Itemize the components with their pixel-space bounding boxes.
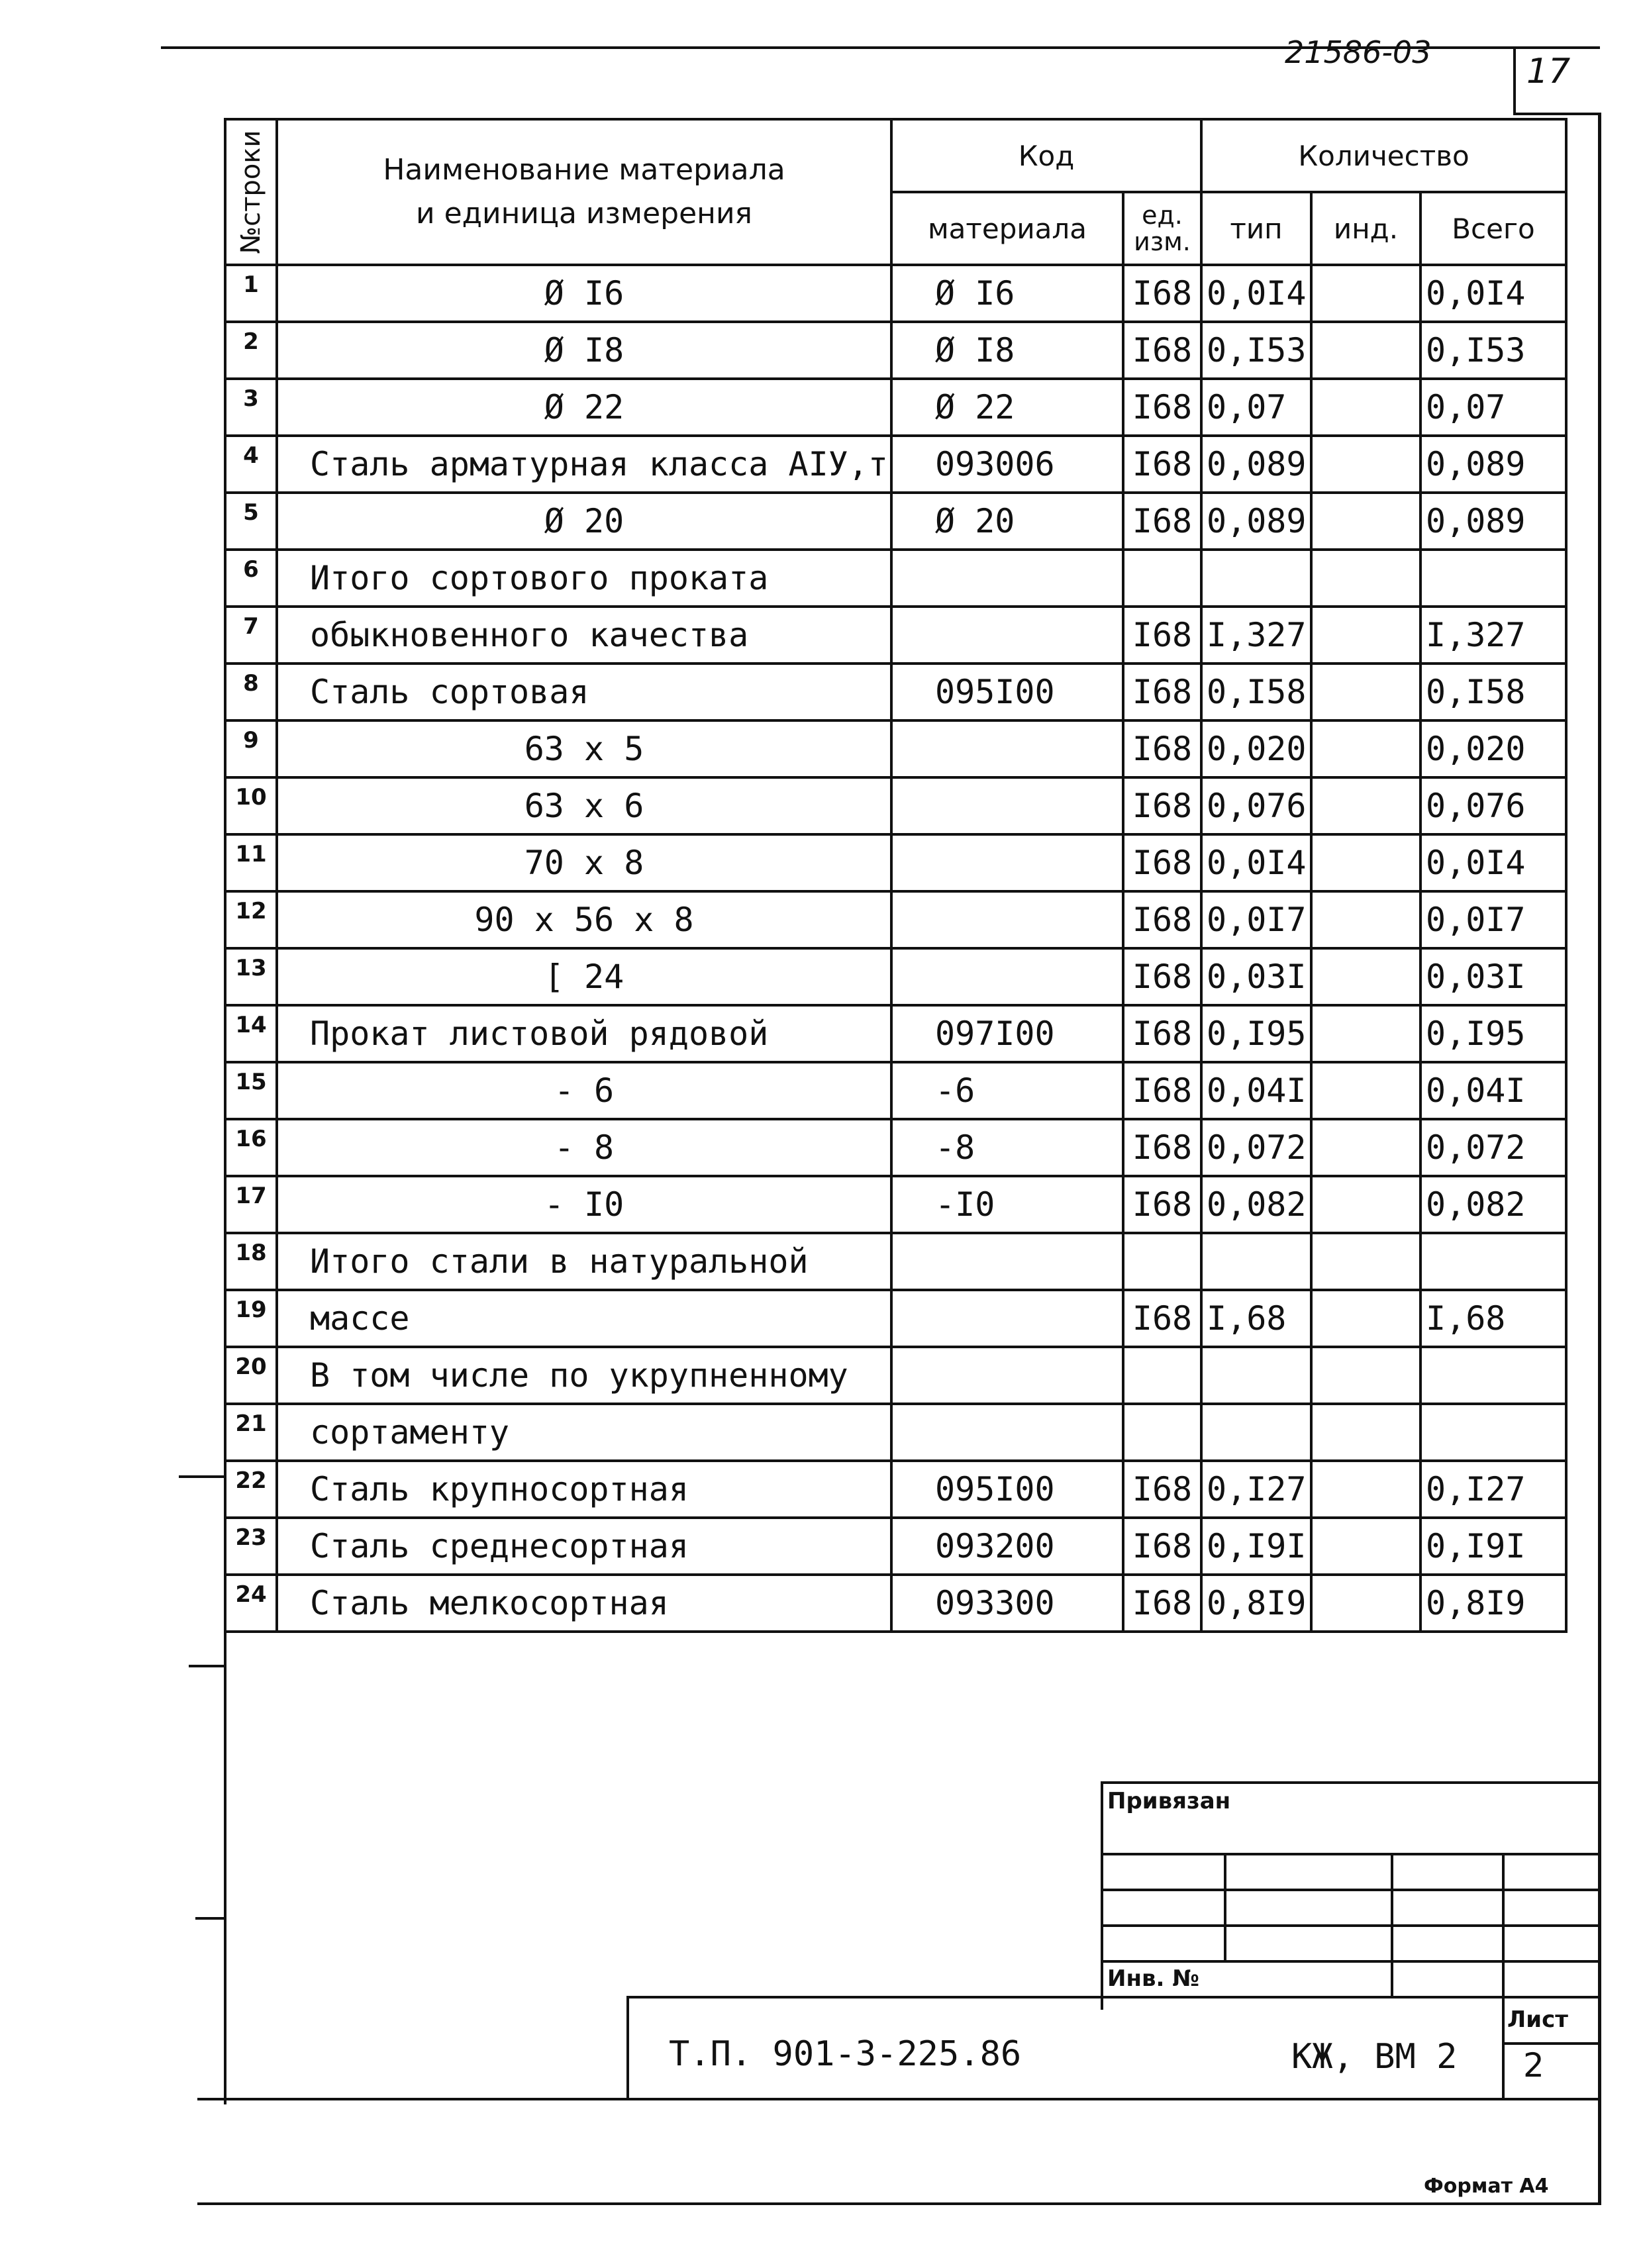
material-code-cell: [891, 1290, 1123, 1347]
type-quantity-cell: [1201, 550, 1311, 607]
stamp-line: [1101, 1924, 1599, 1927]
material-code-cell: Ø I8: [891, 322, 1123, 379]
material-specification-table: [224, 118, 1568, 1633]
table-row: [225, 1119, 1566, 1176]
table-row: [225, 436, 1566, 493]
material-name-cell: сортаменту: [277, 1404, 891, 1461]
row-number-cell: 4: [225, 436, 277, 493]
material-name-cell: Сталь арматурная класса АIУ,т: [277, 436, 891, 493]
stamp-line: [1101, 1960, 1599, 1963]
individual-quantity-cell: [1311, 1062, 1420, 1119]
material-code-cell: 093006: [891, 436, 1123, 493]
row-number-cell: 11: [225, 834, 277, 891]
document-code: 21586-03: [1285, 34, 1432, 70]
table-row: [225, 777, 1566, 834]
material-code-cell: [891, 891, 1123, 948]
material-code-cell: [891, 834, 1123, 891]
type-quantity-cell: [1201, 1233, 1311, 1290]
type-quantity-cell: 0,I27: [1201, 1461, 1311, 1518]
stamp-line: [1101, 1889, 1599, 1891]
material-code-cell: 093200: [891, 1518, 1123, 1575]
stamp-line: [1101, 1853, 1599, 1855]
stamp-box-top: [1101, 1781, 1599, 1784]
project-designation: Т.П. 901-3-225.86: [669, 2034, 1022, 2074]
type-quantity-cell: 0,0I4: [1201, 265, 1311, 322]
unit-code-cell: I68: [1123, 891, 1201, 948]
material-code-cell: 095I00: [891, 1461, 1123, 1518]
table-row: [225, 891, 1566, 948]
material-code-cell: 097I00: [891, 1005, 1123, 1062]
material-code-cell: [891, 948, 1123, 1005]
unit-code-cell: I68: [1123, 493, 1201, 550]
page-box-bottom: [1513, 113, 1600, 115]
unit-code-cell: I68: [1123, 1119, 1201, 1176]
stamp-box-left: [1101, 1781, 1103, 2010]
individual-quantity-cell: [1311, 1005, 1420, 1062]
total-quantity-cell: [1420, 1347, 1566, 1404]
table-row: [225, 1005, 1566, 1062]
row-number-cell: 7: [225, 607, 277, 664]
row-number-cell: 3: [225, 379, 277, 436]
material-code-cell: [891, 607, 1123, 664]
header-row-number: №строки: [225, 119, 277, 265]
material-name-cell: Ø 20: [277, 493, 891, 550]
unit-code-cell: [1123, 1233, 1201, 1290]
total-quantity-cell: [1420, 1404, 1566, 1461]
material-name-cell: В том числе по укрупненному: [277, 1347, 891, 1404]
individual-quantity-cell: [1311, 265, 1420, 322]
individual-quantity-cell: [1311, 1404, 1420, 1461]
unit-code-cell: I68: [1123, 265, 1201, 322]
unit-code-cell: I68: [1123, 948, 1201, 1005]
unit-code-cell: I68: [1123, 1575, 1201, 1632]
individual-quantity-cell: [1311, 436, 1420, 493]
individual-quantity-cell: [1311, 891, 1420, 948]
type-quantity-cell: I,68: [1201, 1290, 1311, 1347]
type-quantity-cell: 0,I58: [1201, 664, 1311, 720]
individual-quantity-cell: [1311, 1347, 1420, 1404]
material-name-cell: массе: [277, 1290, 891, 1347]
total-quantity-cell: 0,I95: [1420, 1005, 1566, 1062]
total-quantity-cell: 0,I53: [1420, 322, 1566, 379]
individual-quantity-cell: [1311, 948, 1420, 1005]
material-name-cell: - 8: [277, 1119, 891, 1176]
type-quantity-cell: 0,072: [1201, 1119, 1311, 1176]
material-code-cell: 093300: [891, 1575, 1123, 1632]
table-row: [225, 1290, 1566, 1347]
table-row: [225, 1518, 1566, 1575]
stamp-col-divider: [1224, 1853, 1226, 1963]
table-body: [225, 265, 1566, 1632]
row-number-cell: 19: [225, 1290, 277, 1347]
total-quantity-cell: 0,I9I: [1420, 1518, 1566, 1575]
title-box-bottom: [626, 2098, 1599, 2100]
total-quantity-cell: 0,089: [1420, 436, 1566, 493]
individual-quantity-cell: [1311, 1575, 1420, 1632]
individual-quantity-cell: [1311, 834, 1420, 891]
type-quantity-cell: 0,I53: [1201, 322, 1311, 379]
material-name-cell: 63 x 5: [277, 720, 891, 777]
material-name-cell: 90 x 56 x 8: [277, 891, 891, 948]
row-number-cell: 9: [225, 720, 277, 777]
material-name-cell: Ø 22: [277, 379, 891, 436]
material-code-cell: -6: [891, 1062, 1123, 1119]
total-quantity-cell: I,327: [1420, 607, 1566, 664]
type-quantity-cell: 0,I95: [1201, 1005, 1311, 1062]
type-quantity-cell: 0,089: [1201, 436, 1311, 493]
material-code-cell: Ø I6: [891, 265, 1123, 322]
material-code-cell: [891, 777, 1123, 834]
drawing-mark: КЖ, ВМ 2: [1291, 2037, 1458, 2077]
row-number-cell: 17: [225, 1176, 277, 1233]
table-row: [225, 1461, 1566, 1518]
individual-quantity-cell: [1311, 777, 1420, 834]
unit-code-cell: I68: [1123, 322, 1201, 379]
material-name-cell: обыкновенного качества: [277, 607, 891, 664]
row-number-cell: 23: [225, 1518, 277, 1575]
header-row-top: [225, 119, 1566, 192]
table-row: [225, 1404, 1566, 1461]
unit-code-cell: I68: [1123, 777, 1201, 834]
row-number-cell: 5: [225, 493, 277, 550]
individual-quantity-cell: [1311, 322, 1420, 379]
total-quantity-cell: 0,020: [1420, 720, 1566, 777]
unit-code-cell: I68: [1123, 436, 1201, 493]
header-total: Всего: [1420, 192, 1566, 265]
material-code-cell: [891, 550, 1123, 607]
header-code: Код: [891, 119, 1201, 192]
individual-quantity-cell: [1311, 1233, 1420, 1290]
individual-quantity-cell: [1311, 1119, 1420, 1176]
individual-quantity-cell: [1311, 607, 1420, 664]
row-number-cell: 24: [225, 1575, 277, 1632]
material-code-cell: [891, 720, 1123, 777]
header-quantity: Количество: [1201, 119, 1566, 192]
table-row: [225, 1233, 1566, 1290]
table-row: [225, 664, 1566, 720]
material-code-cell: Ø 20: [891, 493, 1123, 550]
row-number-cell: 6: [225, 550, 277, 607]
format-label: Формат А4: [1424, 2175, 1549, 2198]
type-quantity-cell: 0,076: [1201, 777, 1311, 834]
total-quantity-cell: 0,04I: [1420, 1062, 1566, 1119]
stamp-col-divider: [1391, 1853, 1393, 1998]
title-box-left: [626, 1996, 629, 2100]
material-code-cell: -8: [891, 1119, 1123, 1176]
table-row: [225, 379, 1566, 436]
material-name-cell: Итого стали в натуральной: [277, 1233, 891, 1290]
page-box-left-tick: [1513, 46, 1516, 113]
table-row: [225, 1062, 1566, 1119]
individual-quantity-cell: [1311, 1518, 1420, 1575]
margin-tick: [195, 1917, 225, 1920]
individual-quantity-cell: [1311, 1176, 1420, 1233]
total-quantity-cell: 0,072: [1420, 1119, 1566, 1176]
inventory-number-label: Инв. №: [1107, 1965, 1200, 1992]
unit-code-cell: [1123, 1404, 1201, 1461]
sheet-cell-divider: [1502, 2042, 1600, 2045]
unit-code-cell: [1123, 1347, 1201, 1404]
material-name-cell: 63 x 6: [277, 777, 891, 834]
type-quantity-cell: 0,082: [1201, 1176, 1311, 1233]
table-row: [225, 720, 1566, 777]
material-name-cell: Сталь среднесортная: [277, 1518, 891, 1575]
table-row: [225, 1176, 1566, 1233]
row-number-cell: 1: [225, 265, 277, 322]
header-individual: инд.: [1311, 192, 1420, 265]
total-quantity-cell: I,68: [1420, 1290, 1566, 1347]
unit-code-cell: I68: [1123, 720, 1201, 777]
material-code-cell: Ø 22: [891, 379, 1123, 436]
row-number-cell: 10: [225, 777, 277, 834]
type-quantity-cell: 0,I9I: [1201, 1518, 1311, 1575]
table-row: [225, 493, 1566, 550]
row-number-cell: 18: [225, 1233, 277, 1290]
stamp-col-divider: [1502, 1853, 1505, 2098]
row-number-cell: 13: [225, 948, 277, 1005]
total-quantity-cell: 0,076: [1420, 777, 1566, 834]
table-row: [225, 322, 1566, 379]
material-name-cell: - 6: [277, 1062, 891, 1119]
type-quantity-cell: [1201, 1404, 1311, 1461]
row-number-cell: 20: [225, 1347, 277, 1404]
material-name-cell: Итого сортового проката: [277, 550, 891, 607]
individual-quantity-cell: [1311, 720, 1420, 777]
material-code-cell: [891, 1233, 1123, 1290]
total-quantity-cell: [1420, 550, 1566, 607]
unit-code-cell: I68: [1123, 1062, 1201, 1119]
total-quantity-cell: 0,0I4: [1420, 834, 1566, 891]
total-quantity-cell: [1420, 1233, 1566, 1290]
table-row: [225, 1575, 1566, 1632]
unit-code-cell: I68: [1123, 834, 1201, 891]
material-name-cell: Ø I6: [277, 265, 891, 322]
unit-code-cell: [1123, 550, 1201, 607]
type-quantity-cell: 0,8I9: [1201, 1575, 1311, 1632]
material-name-cell: - I0: [277, 1176, 891, 1233]
total-quantity-cell: 0,0I4: [1420, 265, 1566, 322]
table-row: [225, 607, 1566, 664]
header-material-name: Наименование материала и единица измерения: [277, 119, 891, 265]
individual-quantity-cell: [1311, 664, 1420, 720]
row-number-cell: 16: [225, 1119, 277, 1176]
total-quantity-cell: 0,082: [1420, 1176, 1566, 1233]
table-row: [225, 834, 1566, 891]
total-quantity-cell: 0,03I: [1420, 948, 1566, 1005]
total-quantity-cell: 0,0I7: [1420, 891, 1566, 948]
individual-quantity-cell: [1311, 493, 1420, 550]
table-row: [225, 1347, 1566, 1404]
unit-code-cell: I68: [1123, 1176, 1201, 1233]
row-number-cell: 21: [225, 1404, 277, 1461]
type-quantity-cell: I,327: [1201, 607, 1311, 664]
material-name-cell: Ø I8: [277, 322, 891, 379]
frame-right-border: [1598, 113, 1601, 2205]
row-number-cell: 8: [225, 664, 277, 720]
material-name-cell: Прокат листовой рядовой: [277, 1005, 891, 1062]
row-number-cell: 2: [225, 322, 277, 379]
row-number-cell: 15: [225, 1062, 277, 1119]
material-code-cell: -I0: [891, 1176, 1123, 1233]
individual-quantity-cell: [1311, 550, 1420, 607]
row-number-cell: 12: [225, 891, 277, 948]
bottom-rule: [197, 2202, 1601, 2205]
unit-code-cell: I68: [1123, 1290, 1201, 1347]
header-type: тип: [1201, 192, 1311, 265]
material-name-cell: Сталь сортовая: [277, 664, 891, 720]
title-box-top: [626, 1996, 1599, 1998]
type-quantity-cell: 0,020: [1201, 720, 1311, 777]
material-name-cell: [ 24: [277, 948, 891, 1005]
sheet-label: Лист: [1507, 2006, 1568, 2033]
material-code-cell: [891, 1404, 1123, 1461]
material-name-cell: 70 x 8: [277, 834, 891, 891]
unit-code-cell: I68: [1123, 607, 1201, 664]
table-row: [225, 948, 1566, 1005]
total-quantity-cell: 0,07: [1420, 379, 1566, 436]
unit-code-cell: I68: [1123, 664, 1201, 720]
material-name-cell: Сталь мелкосортная: [277, 1575, 891, 1632]
attached-label: Привязан: [1107, 1788, 1231, 1814]
type-quantity-cell: 0,03I: [1201, 948, 1311, 1005]
individual-quantity-cell: [1311, 1290, 1420, 1347]
row-number-cell: 14: [225, 1005, 277, 1062]
total-quantity-cell: 0,I58: [1420, 664, 1566, 720]
individual-quantity-cell: [1311, 379, 1420, 436]
table-row: [225, 550, 1566, 607]
sheet-number: 2: [1523, 2046, 1544, 2085]
unit-code-cell: I68: [1123, 1518, 1201, 1575]
material-name-cell: Сталь крупносортная: [277, 1461, 891, 1518]
type-quantity-cell: 0,04I: [1201, 1062, 1311, 1119]
material-code-cell: [891, 1347, 1123, 1404]
page-number: 17: [1526, 52, 1571, 91]
unit-code-cell: I68: [1123, 379, 1201, 436]
unit-code-cell: I68: [1123, 1005, 1201, 1062]
type-quantity-cell: 0,0I7: [1201, 891, 1311, 948]
header-unit: ед. изм.: [1123, 192, 1201, 265]
total-quantity-cell: 0,I27: [1420, 1461, 1566, 1518]
material-code-cell: 095I00: [891, 664, 1123, 720]
header-material-code: материала: [891, 192, 1123, 265]
unit-code-cell: I68: [1123, 1461, 1201, 1518]
type-quantity-cell: 0,0I4: [1201, 834, 1311, 891]
type-quantity-cell: 0,07: [1201, 379, 1311, 436]
individual-quantity-cell: [1311, 1461, 1420, 1518]
type-quantity-cell: [1201, 1347, 1311, 1404]
total-quantity-cell: 0,089: [1420, 493, 1566, 550]
type-quantity-cell: 0,089: [1201, 493, 1311, 550]
margin-tick: [179, 1475, 225, 1478]
row-number-cell: 22: [225, 1461, 277, 1518]
margin-tick: [189, 1665, 225, 1667]
total-quantity-cell: 0,8I9: [1420, 1575, 1566, 1632]
table-row: [225, 265, 1566, 322]
